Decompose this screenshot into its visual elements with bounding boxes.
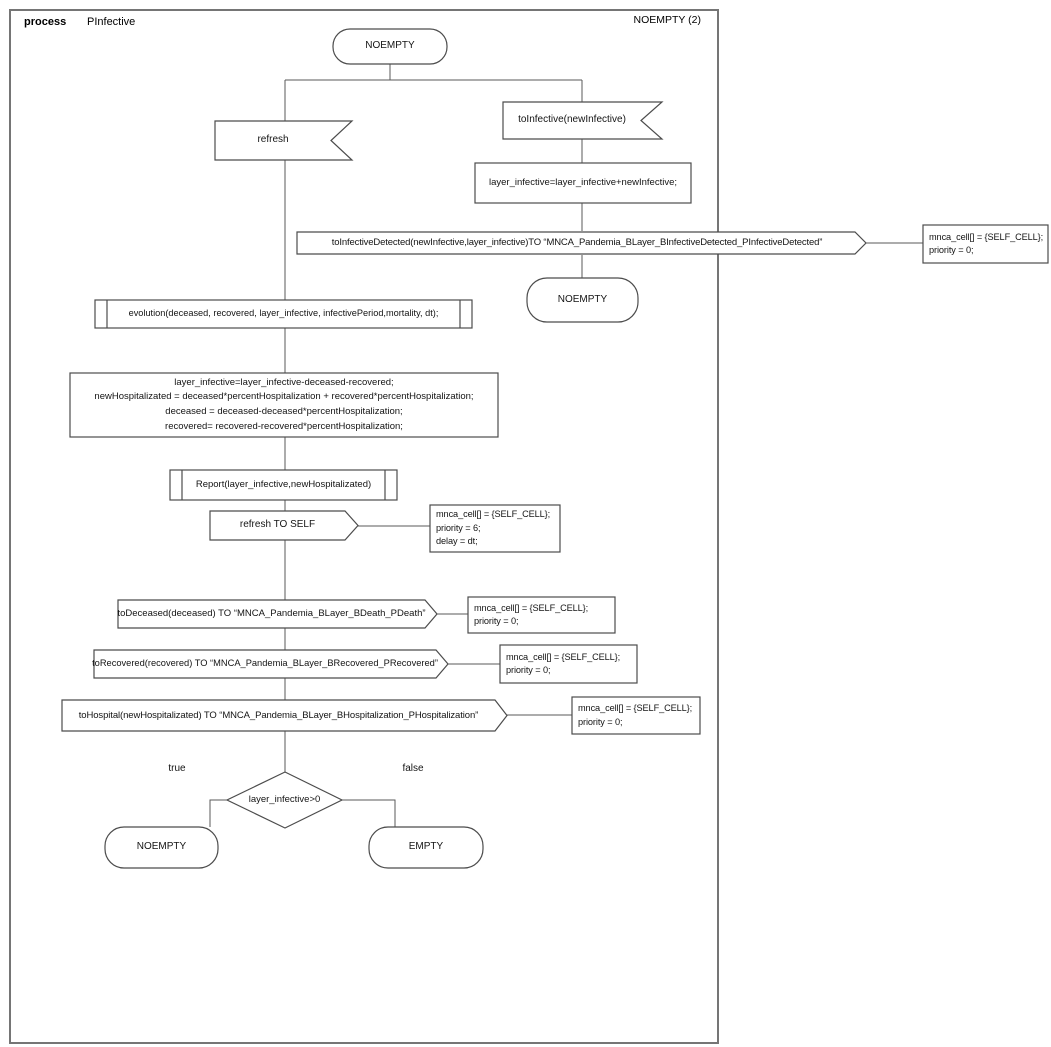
receive-toinfective-label[interactable]: toInfective(newInfective): [518, 114, 626, 126]
task-add-infective-label[interactable]: layer_infective=layer_infective+newInfective;: [489, 177, 677, 189]
note-line: mnca_cell[] = {SELF_CELL};: [506, 651, 621, 662]
state-false-label[interactable]: EMPTY: [408, 841, 444, 853]
connector-false-branch: [342, 800, 395, 827]
task-update-label[interactable]: [70, 373, 498, 437]
note-hospital[interactable]: [572, 697, 700, 734]
note-line: priority = 0;: [929, 245, 974, 255]
page-label: NOEMPTY (2): [633, 14, 701, 26]
task-update-line: deceased = deceased-deceased*percentHospitalization;: [165, 406, 403, 417]
call-evolution-label[interactable]: evolution(deceased, recovered, layer_infective, infectivePeriod,mortality, dt);: [128, 308, 439, 319]
decision-label[interactable]: layer_infective>0: [248, 794, 321, 806]
send-infective-detected-label[interactable]: toInfectiveDetected(newInfective,layer_infective)TO “MNCA_Pandemia_BLayer_BInfectiveDetected_PInfectiveDetected”: [331, 237, 823, 249]
send-recovered-label[interactable]: toRecovered(recovered) TO “MNCA_Pandemia_BLayer_BRecovered_PRecovered”: [92, 658, 438, 669]
state-start-label[interactable]: NOEMPTY: [365, 40, 415, 52]
call-report-label[interactable]: Report(layer_infective,newHospitalizated): [195, 479, 372, 491]
note-line: priority = 0;: [506, 665, 551, 675]
note-deceased[interactable]: [468, 597, 615, 633]
note-line: priority = 6;: [436, 522, 481, 533]
note-line: priority = 0;: [474, 616, 519, 626]
state-true-label[interactable]: NOEMPTY: [136, 841, 187, 853]
send-deceased-label[interactable]: toDeceased(deceased) TO “MNCA_Pandemia_BLayer_BDeath_PDeath”: [117, 608, 426, 620]
process-kind-label: process: [24, 16, 67, 28]
note-line: mnca_cell[] = {SELF_CELL};: [929, 231, 1044, 242]
send-hospital-label[interactable]: toHospital(newHospitalizated) TO “MNCA_Pandemia_BLayer_BHospitalization_PHospitalization”: [78, 709, 479, 721]
connector-true-branch: [210, 800, 227, 827]
note-recovered[interactable]: [500, 645, 637, 683]
note-line: delay = dt;: [436, 536, 478, 547]
task-update-line: newHospitalizated = deceased*percentHospitalization + recovered*percentHospitalization;: [94, 391, 474, 403]
task-update-line: layer_infective=layer_infective-deceased-recovered;: [174, 376, 394, 388]
note-line: mnca_cell[] = {SELF_CELL};: [436, 509, 551, 520]
note-refresh-self[interactable]: [430, 505, 560, 552]
note-line: mnca_cell[] = {SELF_CELL};: [578, 703, 693, 714]
note-line: priority = 0;: [578, 716, 623, 727]
send-refresh-self-label[interactable]: refresh TO SELF: [239, 519, 316, 531]
branch-true-label: true: [168, 762, 186, 774]
state-after-send-label[interactable]: NOEMPTY: [557, 293, 608, 305]
task-update-line: recovered= recovered-recovered*percentHospitalization;: [165, 420, 403, 432]
note-infective-detected[interactable]: [923, 225, 1048, 263]
note-line: mnca_cell[] = {SELF_CELL};: [474, 602, 589, 613]
process-name: PInfective: [87, 16, 136, 28]
branch-false-label: false: [402, 762, 424, 774]
receive-refresh-label[interactable]: refresh: [257, 134, 289, 146]
